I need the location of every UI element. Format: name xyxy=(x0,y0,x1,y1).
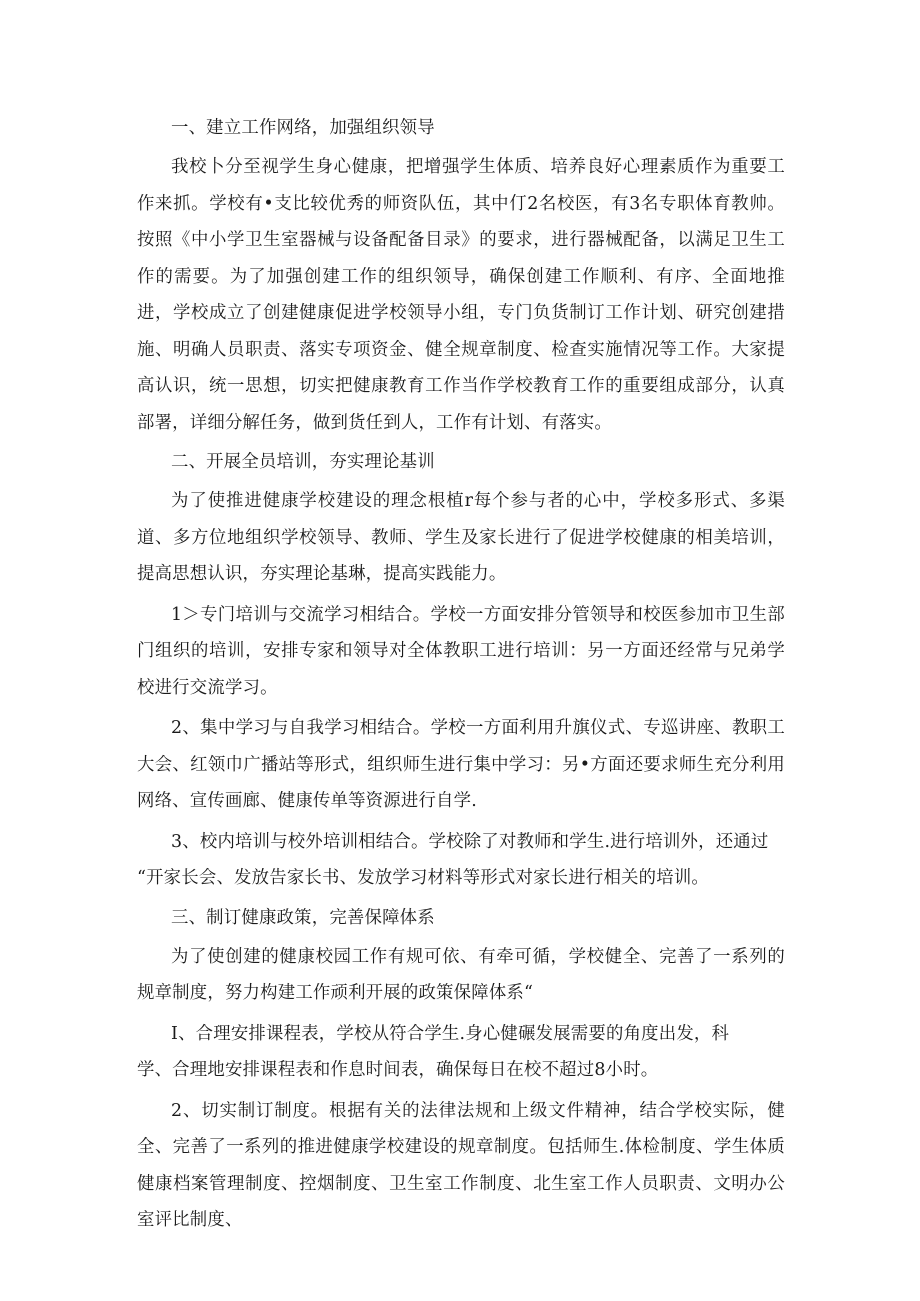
section2-item3-line2: “开家长会、发放告家长书、发放学习材料等形式对家长进行相关的培训。 xyxy=(137,868,709,888)
section2-item2: 2、集中学习与自我学习相结合。学校一方面利用升旗仪式、专巡讲座、教职工大会、红领巾广播站等形式，组织师生进行集中学习：另•方面还要求师生充分利用网络、宣传画廊、健康传单等资源进行自学. xyxy=(137,718,785,811)
section2-item3-line1: 3、校内培训与校外培训相结合。学校除了对教师和学生.进行培训外，还通过 xyxy=(171,831,769,852)
section3-item1-line1: I、合理安排课程表，学校从符合学生.身心健碾发展需要的角度出发，科 xyxy=(171,1023,730,1044)
section3-item1-line2: 学、合理地安排课程表和作息时间表，确保每日在校不超过8小时。 xyxy=(137,1060,659,1080)
section2-heading: 二、开展全员培训，夯实理论基训 xyxy=(171,452,435,472)
section2-item1: 1＞专门培训与交流学习相结合。学校一方面安排分管领导和校医参加市卫生部门组织的培训，安排专家和领导对全体教职工进行培训：另一方面还经常与兄弟学校进行交流学习。 xyxy=(137,604,785,698)
section2-item3 xyxy=(137,824,785,897)
section1-heading: 一、建立工作网络，加强组织领导 xyxy=(171,118,435,138)
section1-paragraph: 我校卜分至视学生身心健康，把增强学生体质、培养良好心理素质作为重要工作来抓。学校有•支比较优秀的师资队伍，其中仃2名校医，有3名专职体育教帅。按照《中小学卫生室器械与设备配备目录》的要求，进行器械配备，以满足卫生工作的需要。为了加强创建工作的组织领导，确保创建工作顺利、有序、全面地推进，学校成立了创建健康促进学校领导小组，专门负货制订工作计划、研究创建措施、明确人员职责、落实专项资金、健全规章制度、检查实施情况等工作。大家提高认识，统一思想，切实把健康教育工作当作学校教育工作的重要组成部分，认真部署，详细分解任务，做到货任到人，工作有计划、有落实。 xyxy=(137,157,785,433)
document-body xyxy=(137,111,785,1243)
section3-intro: 为了使创建的健康校园工作有规可依、有牵可循，学校健全、完善了一系列的规章制度，努力构建工作顽利开展的政策保障体系“ xyxy=(137,946,785,1003)
section3-item1 xyxy=(137,1016,785,1089)
section2-intro: 为了使推进健康学校建设的理念根植r每个参与者的心中，学校多形式、多渠道、多方位地组织学校领导、教师、学生及家长进行了促进学校健康的相美培训，提高思想认识，夯实理论基琳，提高实践能力。 xyxy=(137,491,785,584)
section3-item2: 2、切实制订制度。根据有关的法律法规和上级文件精神，结合学校实际，健全、完善了一系列的推进健康学校建设的规章制度。包括师生.体检制度、学生体质健康档案管理制度、控烟制度、卫生室工作制度、北生室工作人员职责、文明办公室评比制度、 xyxy=(137,1100,785,1230)
section3-heading: 三、制订健康政策，完善保障体系 xyxy=(171,907,435,928)
